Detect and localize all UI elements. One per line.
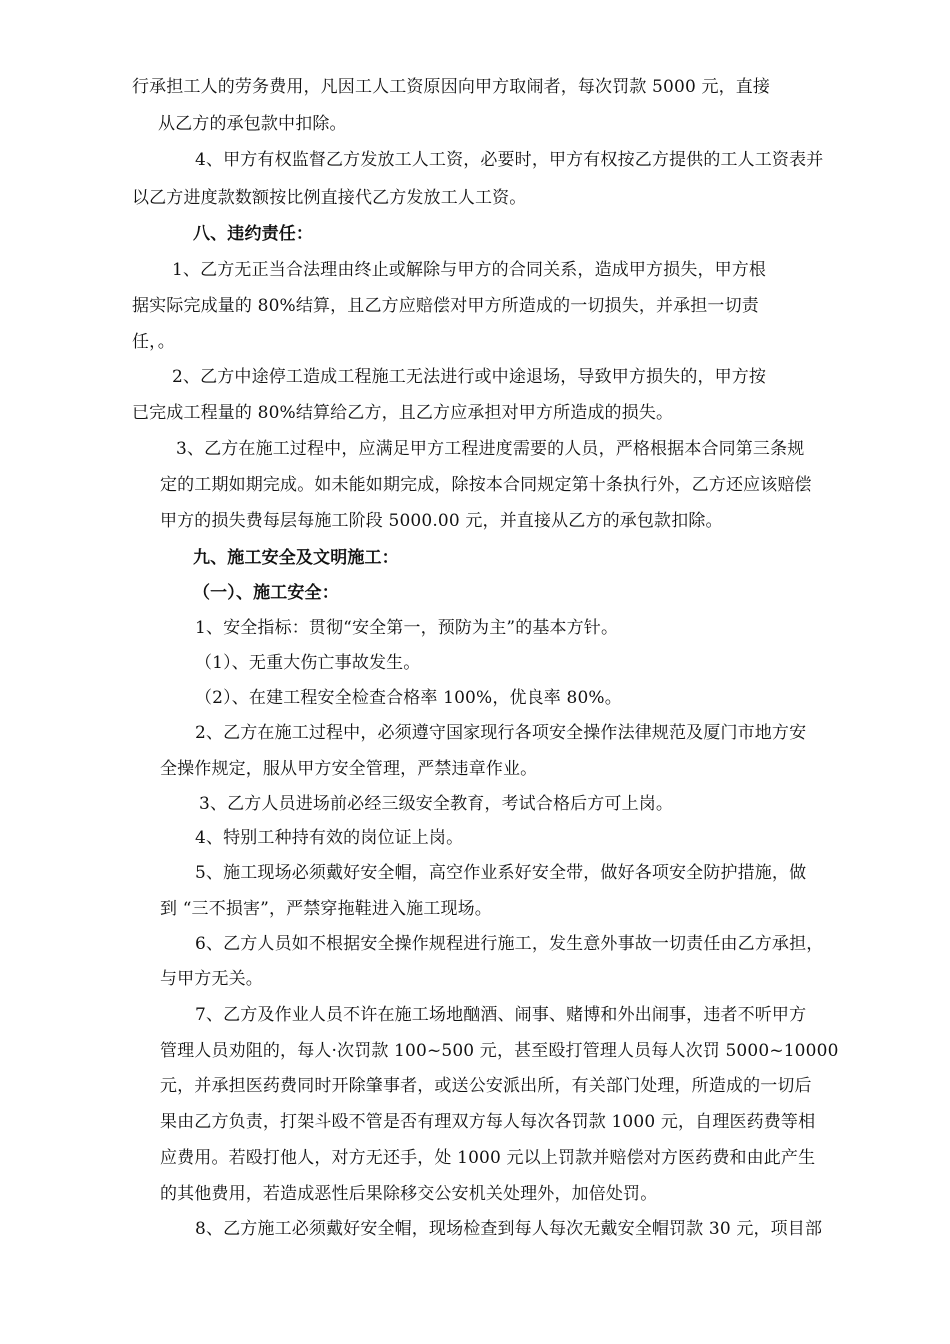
text-line: 3、乙方在施工过程中，应满足甲方工程进度需要的人员，严格根据本合同第三条规: [176, 439, 805, 459]
text-line: 应费用。若殴打他人，对方无还手，处 1000 元以上罚款并赔偿对方医药费和由此产生: [160, 1148, 816, 1168]
subsection-heading: （一）、施工安全：: [193, 583, 339, 603]
text-line: 7、乙方及作业人员不许在施工场地酗酒、闹事、赌博和外出闹事，违者不听甲方: [195, 1005, 807, 1025]
text-line: 与甲方无关。: [160, 969, 263, 989]
text-line: 行承担工人的劳务费用，凡因工人工资原因向甲方取闹者，每次罚款 5000 元，直接: [132, 77, 771, 97]
text-line: 3、乙方人员进场前必经三级安全教育，考试合格后方可上岗。: [199, 794, 674, 814]
section-heading: 九、施工安全及文明施工：: [193, 548, 399, 568]
section-heading: 八、违约责任：: [193, 224, 314, 244]
text-line: （2）、在建工程安全检查合格率 100%，优良率 80%。: [195, 688, 622, 708]
text-line: 1、安全指标：贯彻“安全第一，预防为主”的基本方针。: [195, 618, 619, 638]
text-line: 全操作规定，服从甲方安全管理，严禁违章作业。: [160, 759, 538, 779]
text-line: 8、乙方施工必须戴好安全帽，现场检查到每人每次无戴安全帽罚款 30 元，项目部: [195, 1219, 823, 1239]
text-line: 甲方的损失费每层每施工阶段 5000.00 元，并直接从乙方的承包款扣除。: [160, 511, 723, 531]
text-line: 2、乙方在施工过程中，必须遵守国家现行各项安全操作法律规范及厦门市地方安: [195, 723, 807, 743]
text-line: 4、甲方有权监督乙方发放工人工资，必要时，甲方有权按乙方提供的工人工资表并: [195, 150, 824, 170]
text-line: 6、乙方人员如不根据安全操作规程进行施工，发生意外事故一切责任由乙方承担，: [195, 934, 824, 954]
text-line: 的其他费用，若造成恶性后果除移交公安机关处理外，加倍处罚。: [160, 1184, 658, 1204]
text-line: 果由乙方负责，打架斗殴不管是否有理双方每人每次各罚款 1000 元，自理医药费等相: [160, 1112, 816, 1132]
text-line: 据实际完成量的 80%结算，且乙方应赔偿对甲方所造成的一切损失，并承担一切责: [132, 296, 759, 316]
text-line: 以乙方进度款数额按比例直接代乙方发放工人工资。: [132, 188, 527, 208]
text-line: 任，。: [132, 332, 175, 352]
text-line: 1、乙方无正当合法理由终止或解除与甲方的合同关系，造成甲方损失，甲方根: [172, 260, 767, 280]
text-line: 5、施工现场必须戴好安全帽，高空作业系好安全带，做好各项安全防护措施，做: [195, 863, 807, 883]
text-line: 到 “三不损害”，严禁穿拖鞋进入施工现场。: [160, 899, 492, 919]
text-line: 2、乙方中途停工造成工程施工无法进行或中途退场，导致甲方损失的，甲方按: [172, 367, 767, 387]
text-line: 定的工期如期完成。如未能如期完成，除按本合同规定第十条执行外，乙方还应该赔偿: [160, 475, 812, 495]
text-line: 元，并承担医药费同时开除肇事者，或送公安派出所，有关部门处理，所造成的一切后: [160, 1076, 812, 1096]
text-line: （1）、无重大伤亡事故发生。: [195, 653, 421, 673]
text-line: 管理人员劝阻的，每人·次罚款 100~500 元，甚至殴打管理人员每人次罚 5000~10000: [160, 1041, 839, 1061]
text-line: 从乙方的承包款中扣除。: [158, 114, 347, 134]
text-line: 4、特别工种持有效的岗位证上岗。: [195, 828, 464, 848]
text-line: 已完成工程量的 80%结算给乙方，且乙方应承担对甲方所造成的损失。: [132, 403, 674, 423]
